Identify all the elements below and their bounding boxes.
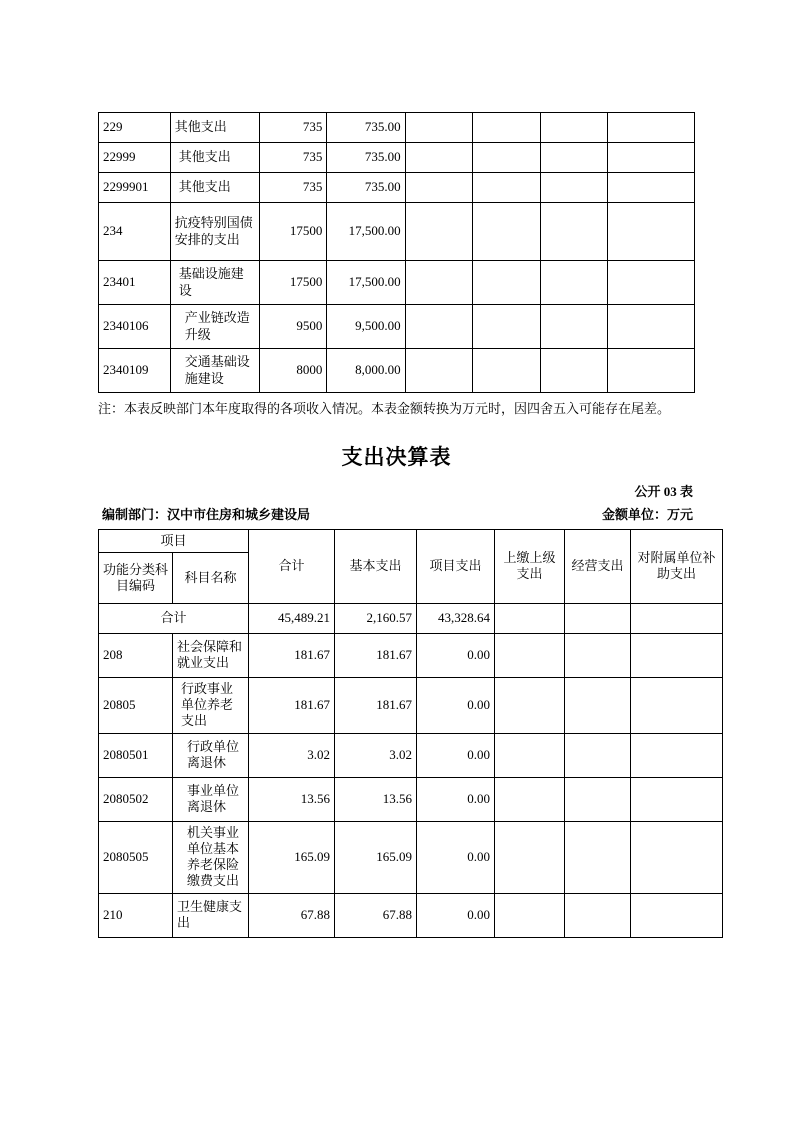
row-project: 0.00 <box>417 777 495 821</box>
row-name: 合计 <box>99 603 249 633</box>
row-basic: 2,160.57 <box>335 603 417 633</box>
row-name: 卫生健康支出 <box>173 893 249 937</box>
row-name: 抗疫特别国债安排的支出 <box>170 203 259 261</box>
row-project: 0.00 <box>417 893 495 937</box>
row-v6 <box>607 261 694 305</box>
row-basic: 3.02 <box>335 733 417 777</box>
row-v2: 17,500.00 <box>327 261 405 305</box>
row-code: 210 <box>99 893 173 937</box>
row-v3 <box>405 305 472 349</box>
row-name: 行政单位离退休 <box>173 733 249 777</box>
row-basic: 181.67 <box>335 633 417 677</box>
expense-table-body <box>99 603 723 937</box>
table-row <box>99 261 695 305</box>
row-v3 <box>405 113 472 143</box>
header-upper-expense: 上缴上级支出 <box>495 529 565 603</box>
row-v6 <box>607 305 694 349</box>
row-v5 <box>540 261 607 305</box>
row-v2: 735.00 <box>327 173 405 203</box>
table-row <box>99 143 695 173</box>
row-v3 <box>405 203 472 261</box>
row-v1: 735 <box>259 113 326 143</box>
income-continuation-body <box>99 113 695 393</box>
row-name: 事业单位离退休 <box>173 777 249 821</box>
row-v3 <box>405 143 472 173</box>
row-name: 其他支出 <box>170 143 259 173</box>
header-row-1 <box>99 529 723 552</box>
row-name: 其他支出 <box>170 173 259 203</box>
row-v5 <box>540 349 607 393</box>
row-upper <box>495 733 565 777</box>
table-row <box>99 113 695 143</box>
row-code: 20805 <box>99 677 173 733</box>
row-operating <box>565 777 631 821</box>
row-name: 产业链改造升级 <box>170 305 259 349</box>
row-total: 3.02 <box>249 733 335 777</box>
row-operating <box>565 893 631 937</box>
row-v1: 9500 <box>259 305 326 349</box>
row-operating <box>565 603 631 633</box>
row-v5 <box>540 305 607 349</box>
header-function-code: 功能分类科目编码 <box>99 552 173 603</box>
row-code: 2340106 <box>99 305 171 349</box>
row-subsidiary <box>631 633 723 677</box>
row-code: 2080501 <box>99 733 173 777</box>
row-subsidiary <box>631 677 723 733</box>
row-name: 其他支出 <box>170 113 259 143</box>
row-code: 2340109 <box>99 349 171 393</box>
header-project-expense: 项目支出 <box>417 529 495 603</box>
row-v5 <box>540 113 607 143</box>
row-v4 <box>473 113 540 143</box>
form-number-row <box>98 481 695 500</box>
row-basic: 181.67 <box>335 677 417 733</box>
amount-unit-label: 金额单位：万元 <box>601 506 693 522</box>
row-operating <box>565 821 631 893</box>
header-operating-expense: 经营支出 <box>565 529 631 603</box>
row-upper <box>495 677 565 733</box>
table-row <box>99 633 723 677</box>
row-v4 <box>473 143 540 173</box>
row-project: 0.00 <box>417 821 495 893</box>
row-v2: 735.00 <box>327 113 405 143</box>
row-v3 <box>405 261 472 305</box>
row-code: 2299901 <box>99 173 171 203</box>
table-row-total <box>99 603 723 633</box>
table-row <box>99 349 695 393</box>
row-v1: 17500 <box>259 261 326 305</box>
row-v3 <box>405 349 472 393</box>
row-total: 45,489.21 <box>249 603 335 633</box>
page-title: 支出决算表 <box>341 444 452 469</box>
row-v3 <box>405 173 472 203</box>
row-upper <box>495 603 565 633</box>
row-v1: 735 <box>259 173 326 203</box>
header-subsidiary-expense: 对附属单位补助支出 <box>631 529 723 603</box>
row-subsidiary <box>631 733 723 777</box>
row-upper <box>495 633 565 677</box>
row-upper <box>495 821 565 893</box>
expense-table <box>98 529 723 938</box>
row-project: 0.00 <box>417 677 495 733</box>
table-row <box>99 893 723 937</box>
table-row <box>99 677 723 733</box>
row-total: 13.56 <box>249 777 335 821</box>
row-basic: 67.88 <box>335 893 417 937</box>
row-subsidiary <box>631 821 723 893</box>
row-v6 <box>607 113 694 143</box>
table-meta-row <box>98 504 695 523</box>
row-v5 <box>540 173 607 203</box>
row-v4 <box>473 349 540 393</box>
row-basic: 13.56 <box>335 777 417 821</box>
row-v5 <box>540 203 607 261</box>
table-row <box>99 203 695 261</box>
row-total: 181.67 <box>249 633 335 677</box>
header-project-group: 项目 <box>99 529 249 552</box>
row-subsidiary <box>631 777 723 821</box>
row-operating <box>565 677 631 733</box>
row-name: 机关事业单位基本养老保险缴费支出 <box>173 821 249 893</box>
row-name: 行政事业单位养老支出 <box>173 677 249 733</box>
row-total: 181.67 <box>249 677 335 733</box>
row-v1: 735 <box>259 143 326 173</box>
row-upper <box>495 777 565 821</box>
table-row <box>99 777 723 821</box>
table-row <box>99 821 723 893</box>
expense-table-head <box>99 529 723 603</box>
row-subsidiary <box>631 603 723 633</box>
row-name: 社会保障和就业支出 <box>173 633 249 677</box>
table-note: 注：本表反映部门本年度取得的各项收入情况。本表金额转换为万元时，因四舍五入可能存在尾差。 <box>98 401 671 416</box>
form-number: 公开 03 表 <box>634 483 693 499</box>
row-code: 2080505 <box>99 821 173 893</box>
row-code: 23401 <box>99 261 171 305</box>
row-v2: 9,500.00 <box>327 305 405 349</box>
row-subsidiary <box>631 893 723 937</box>
table-row <box>99 173 695 203</box>
row-code: 22999 <box>99 143 171 173</box>
row-project: 0.00 <box>417 733 495 777</box>
row-total: 67.88 <box>249 893 335 937</box>
row-project: 43,328.64 <box>417 603 495 633</box>
row-code: 2080502 <box>99 777 173 821</box>
row-v4 <box>473 261 540 305</box>
row-v2: 8,000.00 <box>327 349 405 393</box>
row-operating <box>565 733 631 777</box>
row-name: 基础设施建设 <box>170 261 259 305</box>
row-code: 229 <box>99 113 171 143</box>
row-code: 234 <box>99 203 171 261</box>
row-v5 <box>540 143 607 173</box>
row-name: 交通基础设施建设 <box>170 349 259 393</box>
table-row <box>99 305 695 349</box>
income-continuation-table <box>98 112 695 393</box>
department-label: 编制部门：汉中市住房和城乡建设局 <box>102 506 311 522</box>
row-v1: 8000 <box>259 349 326 393</box>
header-total: 合计 <box>249 529 335 603</box>
table-row <box>99 733 723 777</box>
header-subject-name: 科目名称 <box>173 552 249 603</box>
row-total: 165.09 <box>249 821 335 893</box>
row-project: 0.00 <box>417 633 495 677</box>
row-v6 <box>607 173 694 203</box>
row-operating <box>565 633 631 677</box>
row-code: 208 <box>99 633 173 677</box>
row-v6 <box>607 203 694 261</box>
row-upper <box>495 893 565 937</box>
row-v6 <box>607 143 694 173</box>
row-v4 <box>473 305 540 349</box>
header-basic-expense: 基本支出 <box>335 529 417 603</box>
row-v4 <box>473 173 540 203</box>
row-v6 <box>607 349 694 393</box>
row-v2: 735.00 <box>327 143 405 173</box>
row-v2: 17,500.00 <box>327 203 405 261</box>
row-v4 <box>473 203 540 261</box>
row-v1: 17500 <box>259 203 326 261</box>
row-basic: 165.09 <box>335 821 417 893</box>
